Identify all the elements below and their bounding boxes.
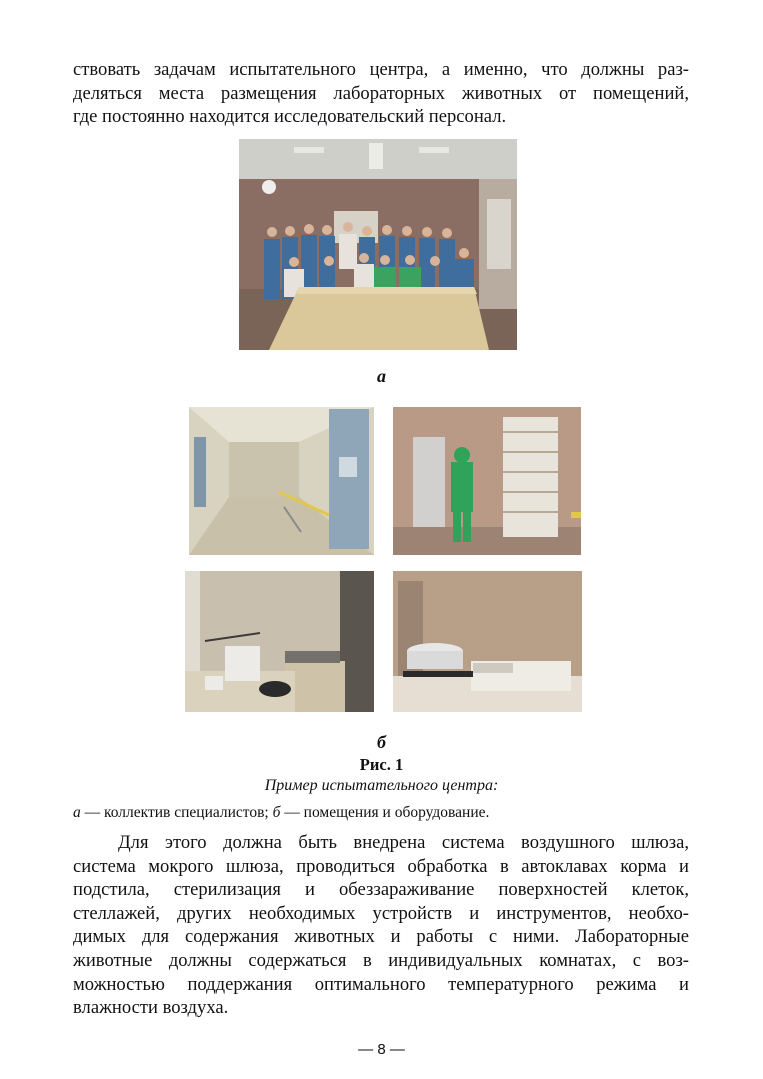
text-line: ствовать задачам испытательного центра, а именно, что должны раз-: [73, 59, 689, 80]
caption-a: а: [377, 366, 386, 386]
top-paragraph: [73, 58, 689, 129]
centrifuge-room-photo: [393, 571, 582, 712]
text-line: деляться места размещения лабораторных животных от помещений,: [73, 82, 689, 104]
text-line: стеллажей, других необходимых устройств и инструментов, необхо-: [73, 902, 689, 924]
team-photo: [239, 139, 517, 350]
text-line: животные должны содержаться в индивидуальных комнатах, с воз-: [73, 949, 689, 971]
text-line: влажности воздуха.: [73, 997, 229, 1019]
text-line: димых для содержания животных и работы с ними. Лабораторные: [73, 926, 689, 948]
bottom-paragraph: [73, 831, 689, 1020]
text-line: подстила, стерилизация и обеззараживание поверхностей клеток,: [73, 879, 689, 901]
figure-legend: [73, 804, 489, 822]
figure-title: Пример испытательного центра:: [264, 777, 499, 794]
text-line: где постоянно находится исследовательский персонал.: [73, 106, 507, 128]
legend-b-text: — помещения и оборудование.: [280, 804, 490, 821]
text-line: можностью поддержания оптимального температурного режима и: [73, 973, 689, 995]
text-line: система мокрого шлюза, проводиться обработка в автоклавах корма и: [73, 855, 689, 877]
text-line: Для этого должна быть внедрена система воздушного шлюза,: [118, 832, 689, 853]
corridor-photo: [189, 407, 374, 555]
caption-b: б: [377, 732, 386, 752]
page-number: — 8 —: [358, 1041, 405, 1058]
legend-a-letter: а: [73, 804, 81, 821]
legend-a-text: — коллектив специалистов;: [80, 804, 273, 821]
legend-b-letter: б: [272, 804, 281, 821]
figure-number: Рис. 1: [359, 755, 404, 774]
rack-room-photo: [393, 407, 581, 555]
lab-equipment-photo: [185, 571, 374, 712]
